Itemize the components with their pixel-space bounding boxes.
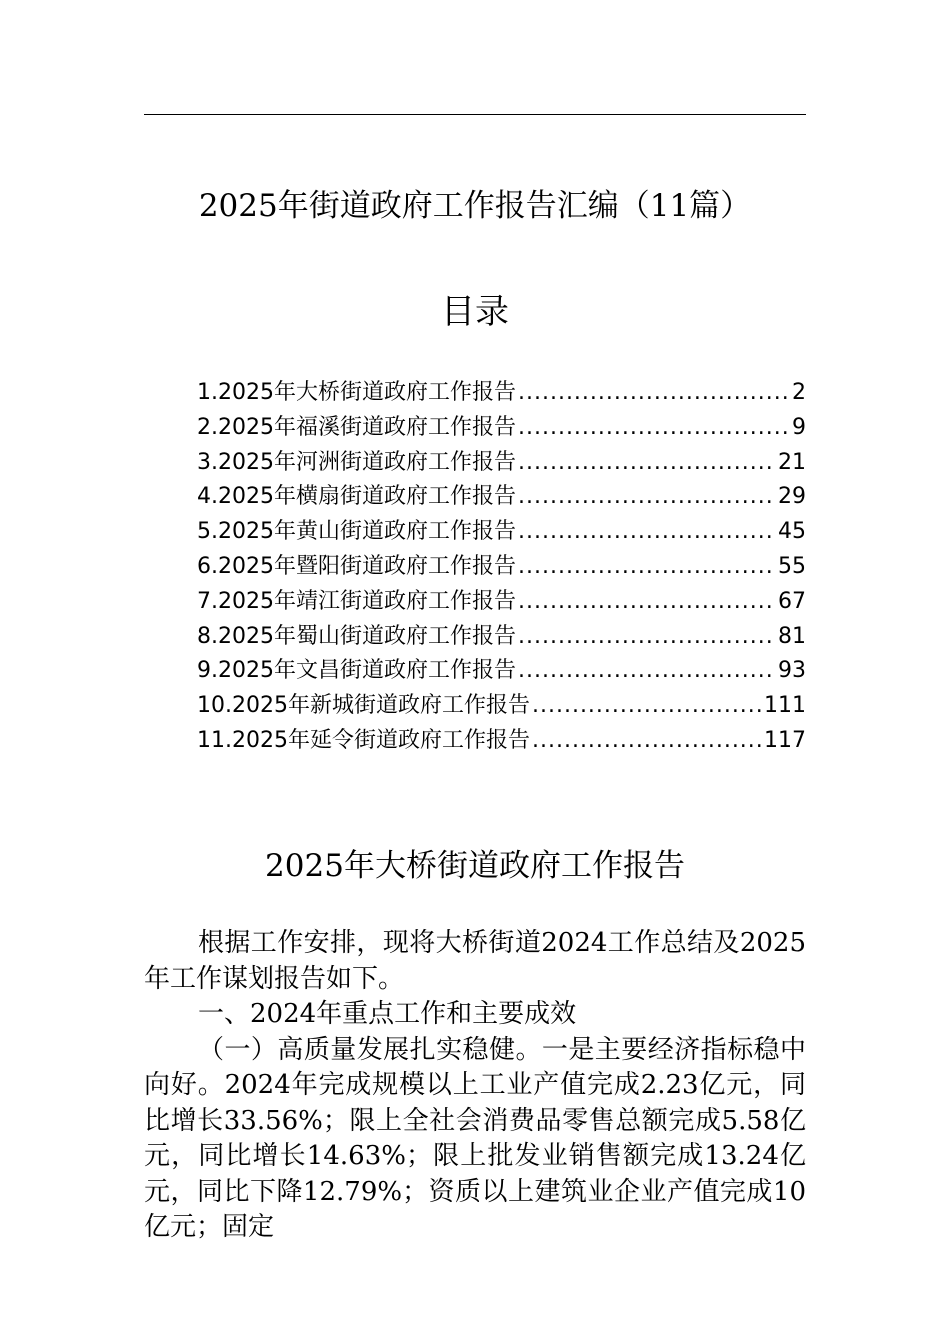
document-title: 2025年街道政府工作报告汇编（11篇） bbox=[198, 188, 752, 224]
toc-entry-page: 45 bbox=[778, 519, 806, 545]
section-title: 2025年大桥街道政府工作报告 bbox=[265, 848, 685, 884]
toc-entry-label: 2.2025年福溪街道政府工作报告 bbox=[197, 414, 516, 440]
toc-leader bbox=[518, 554, 776, 579]
table-of-contents bbox=[197, 375, 806, 758]
toc-leader bbox=[518, 415, 790, 440]
toc-entry-label: 1.2025年大桥街道政府工作报告 bbox=[197, 380, 516, 405]
toc-leader bbox=[518, 450, 776, 475]
toc-entry[interactable] bbox=[197, 619, 806, 654]
toc-entry-page: 67 bbox=[778, 588, 806, 614]
body-text bbox=[144, 926, 806, 1246]
toc-entry-label: 9.2025年文昌街道政府工作报告 bbox=[197, 658, 516, 684]
toc-entry-label: 8.2025年蜀山街道政府工作报告 bbox=[197, 623, 516, 649]
toc-entry[interactable] bbox=[197, 549, 806, 584]
toc-leader bbox=[532, 728, 762, 753]
toc-entry[interactable] bbox=[197, 410, 806, 445]
toc-entry-page: 29 bbox=[778, 484, 806, 510]
toc-entry-label: 6.2025年暨阳街道政府工作报告 bbox=[197, 553, 516, 579]
toc-leader bbox=[532, 693, 762, 718]
toc-leader bbox=[518, 380, 790, 405]
toc-entry-page: 2 bbox=[792, 380, 806, 405]
toc-leader bbox=[518, 589, 776, 614]
toc-leader bbox=[518, 624, 776, 649]
toc-entry-page: 93 bbox=[778, 658, 806, 684]
toc-leader bbox=[518, 484, 776, 509]
toc-entry[interactable] bbox=[197, 584, 806, 619]
header-rule bbox=[144, 114, 806, 115]
toc-entry[interactable] bbox=[197, 479, 806, 514]
toc-entry[interactable] bbox=[197, 688, 806, 723]
toc-entry-page: 9 bbox=[792, 414, 806, 440]
toc-entry-label: 10.2025年新城街道政府工作报告 bbox=[197, 693, 530, 719]
toc-entry-page: 81 bbox=[778, 623, 806, 649]
heading-paragraph: 一、2024年重点工作和主要成效 bbox=[198, 999, 577, 1029]
toc-entry[interactable] bbox=[197, 514, 806, 549]
toc-entry[interactable] bbox=[197, 653, 806, 688]
toc-entry-label: 4.2025年横扇街道政府工作报告 bbox=[197, 484, 516, 510]
toc-entry-label: 11.2025年延令街道政府工作报告 bbox=[197, 727, 530, 753]
toc-entry-page: 21 bbox=[778, 449, 806, 475]
toc-entry-label: 3.2025年河洲街道政府工作报告 bbox=[197, 449, 516, 475]
toc-entry-page: 117 bbox=[764, 727, 806, 753]
toc-entry[interactable] bbox=[197, 375, 806, 410]
toc-entry[interactable] bbox=[197, 723, 806, 758]
toc-entry-page: 55 bbox=[778, 553, 806, 579]
toc-entry-label: 7.2025年靖江街道政府工作报告 bbox=[197, 588, 516, 614]
toc-entry-label: 5.2025年黄山街道政府工作报告 bbox=[197, 519, 516, 545]
toc-entry-page: 111 bbox=[764, 693, 806, 719]
toc-heading: 目录 bbox=[441, 292, 509, 332]
toc-leader bbox=[518, 658, 776, 683]
paragraph: （一）高质量发展扎实稳健。一是主要经济指标稳中向好。2024年完成规模以上工业产值完成2.23亿元，同比增长33.56%；限上全社会消费品零售总额完成5.58亿元，同比增长14.63%；限上批发业销售额完成13.24亿元，同比下降12.79%；资质以上建筑业企业产值完成10亿元；固定 bbox=[144, 1034, 806, 1242]
toc-entry[interactable] bbox=[197, 445, 806, 480]
paragraph: 根据工作安排，现将大桥街道2024工作总结及2025年工作谋划报告如下。 bbox=[144, 928, 806, 994]
toc-leader bbox=[518, 519, 776, 544]
